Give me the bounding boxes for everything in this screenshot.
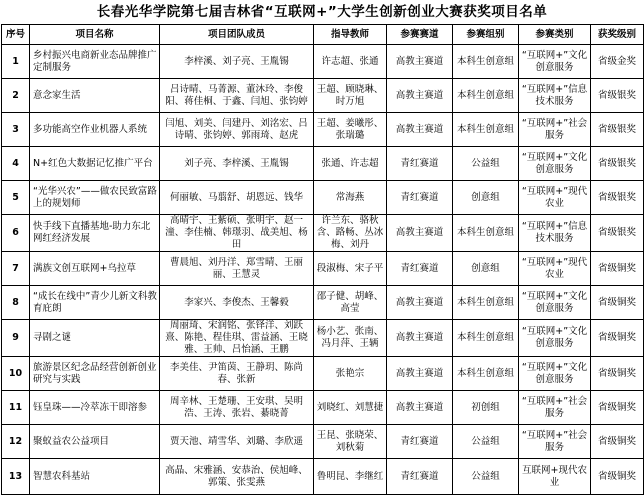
category: “互联网+”文化创意服务 [519,286,591,320]
award-level: 省级银奖 [591,113,644,147]
team-members: 贾天池、靖雪华、刘璐、李欣遥 [160,425,314,459]
advisor: 邵子健、胡峰、高莹 [314,286,387,320]
table-row [2,391,644,425]
award-level: 省级银奖 [591,181,644,215]
award-level: 省级铜奖 [591,357,644,391]
award-level: 省级铜奖 [591,425,644,459]
award-level: 省级铜奖 [591,286,644,320]
row-number: 4 [2,147,30,181]
track: 高教主赛道 [387,320,453,357]
project-name: 满族文创互联网+乌拉草 [30,252,160,286]
table-row [2,459,644,495]
row-number: 2 [2,79,30,113]
header-cell: 序号 [2,25,30,45]
group: 本科生创意组 [453,215,519,252]
advisor: 张艳宗 [314,357,387,391]
advisor: 许兰东、骆秋含、路畅、丛冰梅、刘丹 [314,215,387,252]
header-cell: 获奖级别 [591,25,644,45]
category: “互联网+”信息技术服务 [519,215,591,252]
category: “互联网+”社会服务 [519,113,591,147]
header-cell: 参赛赛道 [387,25,453,45]
team-members: 周辛林、王楚珊、王安琪、吴明浩、王涛、张岩、綦晓菁 [160,391,314,425]
track: 高教主赛道 [387,357,453,391]
group: 本科生创意组 [453,320,519,357]
category: “互联网+”信息技术服务 [519,79,591,113]
table-row [2,45,644,79]
header-cell: 参赛组别 [453,25,519,45]
project-name: 钰皇珠——冷萃冻干即溶参 [30,391,160,425]
row-number: 11 [2,391,30,425]
award-table [1,24,644,495]
header-row [2,25,644,45]
category: “互联网+”社会服务 [519,425,591,459]
category: “互联网+”现代农业 [519,181,591,215]
group: 公益组 [453,425,519,459]
table-row [2,215,644,252]
advisor: 许志超、张通 [314,45,387,79]
category: “互联网+”文化创意服务 [519,45,591,79]
row-number: 5 [2,181,30,215]
project-name: 智慧农科基站 [30,459,160,495]
team-members: 周丽琦、宋润铭、张铎洋、刘跃熹、陈艳、程佳琪、雷益涵、王晓雅、王帅、吕怡涵、王鹏 [160,320,314,357]
team-members: 曹晨旭、刘丹洋、郑雪晴、王丽丽、王慧灵 [160,252,314,286]
project-name: 意念家生活 [30,79,160,113]
advisor: 王超、顾晓琳、时万旭 [314,79,387,113]
team-members: 刘子亮、李梓溪、王胤锡 [160,147,314,181]
project-name: 快手线下直播基地-助力东北网红经济发展 [30,215,160,252]
header-cell: 项目团队成员 [160,25,314,45]
award-level: 省级金奖 [591,45,644,79]
row-number: 1 [2,45,30,79]
group: 创意组 [453,181,519,215]
category: “互联网+”文化创意服务 [519,147,591,181]
group: 本科生创意组 [453,45,519,79]
table-row [2,113,644,147]
track: 青红赛道 [387,459,453,495]
project-name: 聚蚁益农公益项目 [30,425,160,459]
award-level: 省级铜奖 [591,391,644,425]
row-number: 12 [2,425,30,459]
group: 本科生创意组 [453,113,519,147]
category: “互联网+”现代农业 [519,252,591,286]
track: 青红赛道 [387,181,453,215]
project-name: “光华兴农”——做农民致富路上的规划师 [30,181,160,215]
advisor: 常海燕 [314,181,387,215]
row-number: 10 [2,357,30,391]
team-members: 何丽敏、马翦舒、胡恩远、钱华 [160,181,314,215]
group: 创意组 [453,252,519,286]
group: 初创组 [453,391,519,425]
row-number: 8 [2,286,30,320]
project-name: 旅游景区纪念品经营创新创业研究与实践 [30,357,160,391]
advisor: 王超、姜曦彤、张瑞璐 [314,113,387,147]
row-number: 6 [2,215,30,252]
row-number: 9 [2,320,30,357]
award-level: 省级银奖 [591,147,644,181]
advisor: 王昆、张晓荣、刘秋菊 [314,425,387,459]
track: 青红赛道 [387,425,453,459]
table-row [2,357,644,391]
document-title: 长春光华学院第七届吉林省“互联网+”大学生创新创业大赛获奖项目名单 [96,4,548,20]
category: “互联网+”文化创意服务 [519,357,591,391]
team-members: 李美佳、尹笛茵、王静玥、陈尚春、张新 [160,357,314,391]
track: 高教主赛道 [387,391,453,425]
award-level: 省级铜奖 [591,320,644,357]
group: 公益组 [453,459,519,495]
track: 青红赛道 [387,147,453,181]
award-level: 省级铜奖 [591,459,644,495]
header-cell: 指导教师 [314,25,387,45]
row-number: 13 [2,459,30,495]
table-row [2,286,644,320]
table-row [2,320,644,357]
team-members: 闫旭、刘美、闫建丹、刘洺宏、吕诗晴、张钧婷、郭雨琦、赵虎 [160,113,314,147]
advisor: 张通、许志超 [314,147,387,181]
track: 高教主赛道 [387,79,453,113]
category: “互联网+”文化创意服务 [519,320,591,357]
project-name: “成长在线中”青少儿新文科教育庇朗 [30,286,160,320]
group: 本科生创意组 [453,79,519,113]
category: 互联网+现代农业 [519,459,591,495]
group: 本科生创意组 [453,357,519,391]
track: 高教主赛道 [387,215,453,252]
advisor: 段淑梅、宋子平 [314,252,387,286]
award-level: 省级银奖 [591,79,644,113]
team-members: 高晶、宋雅涵、安恭治、侯旭峰、郭策、张雯燕 [160,459,314,495]
header-cell: 参赛类别 [519,25,591,45]
advisor: 鲁明昆、李继红 [314,459,387,495]
team-members: 李家兴、李俊杰、王馨毅 [160,286,314,320]
project-name: 多功能高空作业机器人系统 [30,113,160,147]
team-members: 高晴宇、王紫硕、张明宇、赵一潼、李佳楠、韩璟羽、战美旭、杨田 [160,215,314,252]
project-name: 乡村振兴电商新业态品牌推广定制服务 [30,45,160,79]
group: 本科生创意组 [453,286,519,320]
track: 高教主赛道 [387,113,453,147]
team-members: 李梓溪、刘子亮、王胤锡 [160,45,314,79]
award-level: 省级铜奖 [591,252,644,286]
row-number: 3 [2,113,30,147]
table-row [2,252,644,286]
table-row [2,425,644,459]
row-number: 7 [2,252,30,286]
header-cell: 项目名称 [30,25,160,45]
team-members: 吕诗晴、马菁源、董沐玲、李俊阳、蒋佳桐、于鑫、闫旭、张钧婷 [160,79,314,113]
group: 公益组 [453,147,519,181]
project-name: 寻剧之谜 [30,320,160,357]
table-row [2,79,644,113]
advisor: 刘晓红、刘慧捷 [314,391,387,425]
award-level: 省级银奖 [591,215,644,252]
category: “互联网+”社会服务 [519,391,591,425]
advisor: 杨小艺、张南、冯月萍、王辆 [314,320,387,357]
table-row [2,147,644,181]
track: 高教主赛道 [387,45,453,79]
track: 高教主赛道 [387,286,453,320]
table-row [2,181,644,215]
track: 青红赛道 [387,252,453,286]
project-name: N+红色大数据记忆推广平台 [30,147,160,181]
